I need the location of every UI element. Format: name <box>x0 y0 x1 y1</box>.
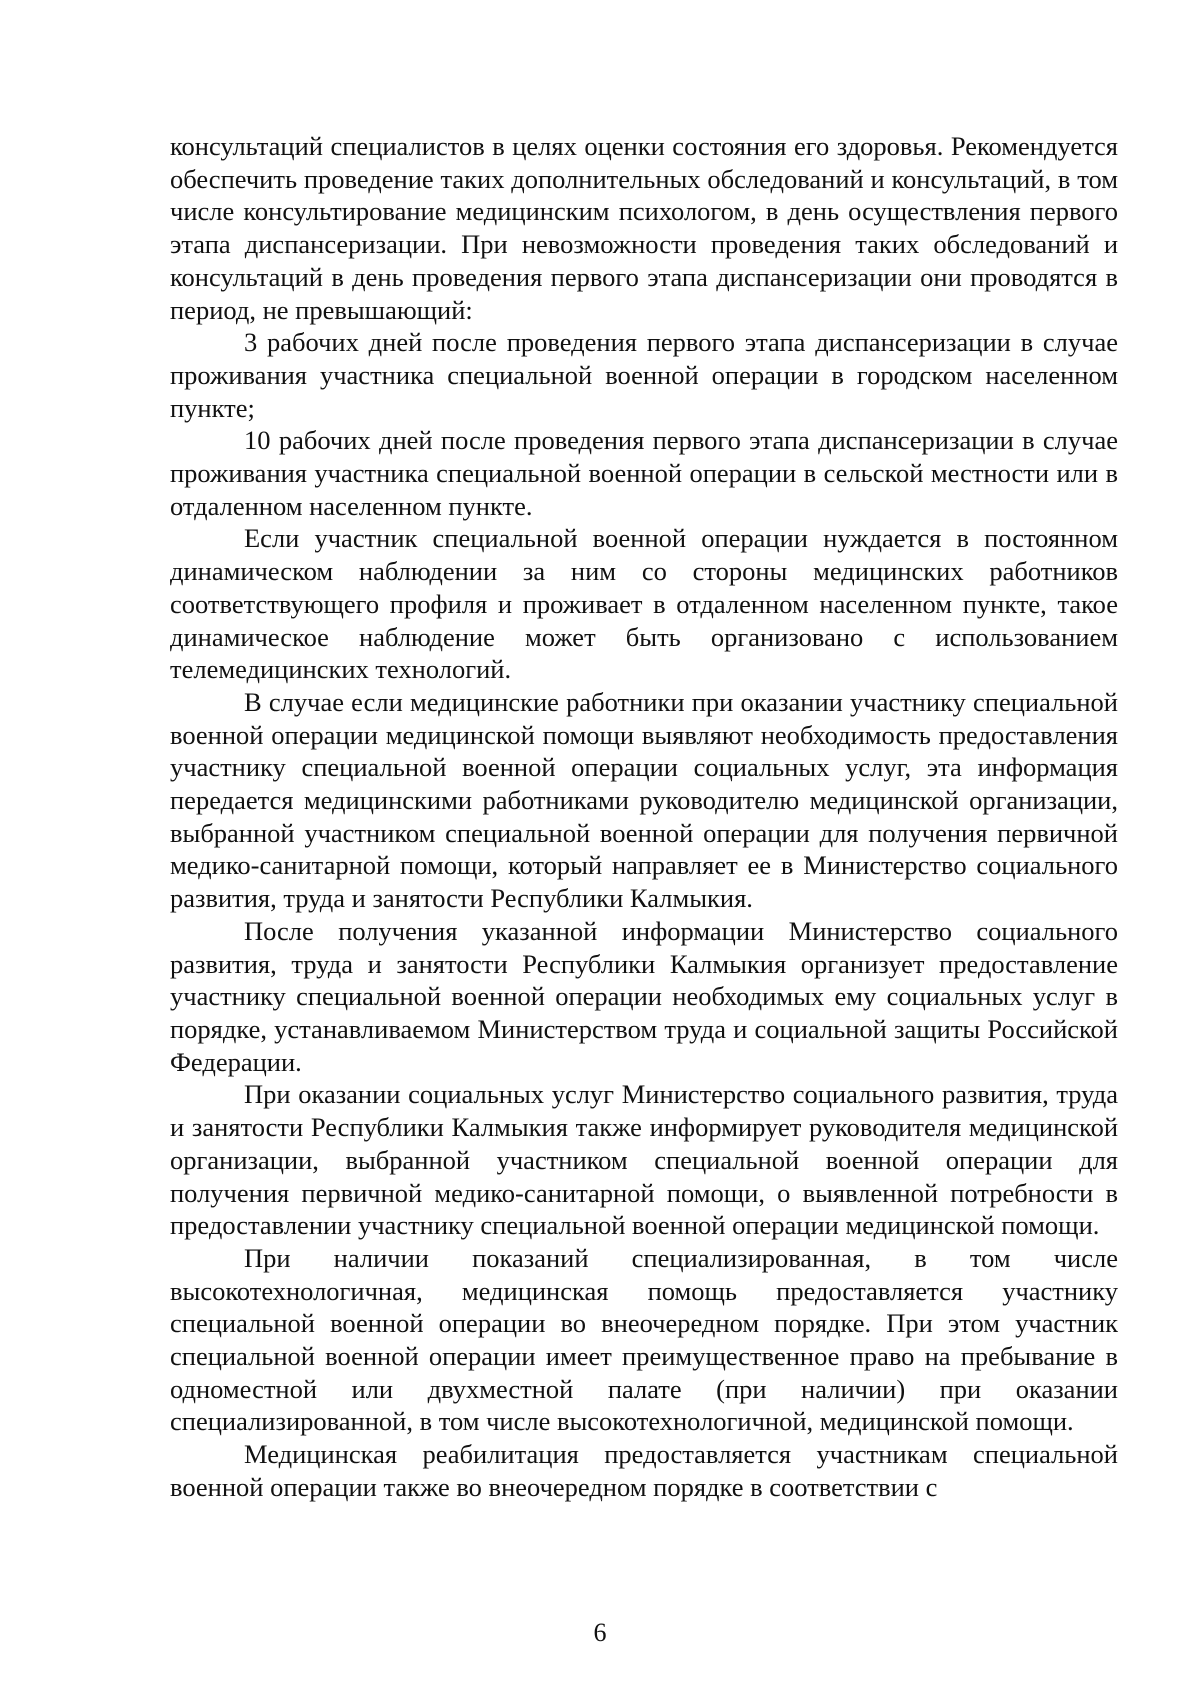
paragraph-urban-term: 3 рабочих дней после проведения первого этапа диспансеризации в случае проживания участника специальной военной операции в городском населенном пункте; <box>170 327 1118 423</box>
page-number: 6 <box>593 1618 607 1647</box>
paragraph-ministry-provision: После получения указанной информации Министерство социального развития, труда и занятости Республики Калмыкия организует предоставление участнику специальной военной операции необходимых ему социальных услуг в порядке, устанавливаемом Министерством труда и социальной защиты Российской Федерации. <box>170 915 1118 1077</box>
document-body <box>170 130 1118 1504</box>
paragraph-rural-term: 10 рабочих дней после проведения первого этапа диспансеризации в случае проживания участника специальной военной операции в сельской местности или в отдаленном населенном пункте. <box>170 425 1118 521</box>
paragraph-telemedicine: Если участник специальной военной операции нуждается в постоянном динамическом наблюдении за ним со стороны медицинских работников соответствующего профиля и проживает в отдаленном населенном пункте, такое динамическое наблюдение может быть организовано с использованием телемедицинских технологий. <box>170 523 1118 685</box>
paragraph-continuation: консультаций специалистов в целях оценки состояния его здоровья. Рекомендуется обеспечить проведение таких дополнительных обследований и консультаций, в том числе консультирование медицинским психологом, в день осуществления первого этапа диспансеризации. При невозможности проведения таких обследований и консультаций в день проведения первого этапа диспансеризации они проводятся в период, не превышающий: <box>170 131 1118 325</box>
paragraph-social-services-need: В случае если медицинские работники при оказании участнику специальной военной операции медицинской помощи выявляют необходимость предоставления участнику специальной военной операции социальных услуг, эта информация передается медицинскими работниками руководителю медицинской организации, выбранной участником специальной военной операции для получения первичной медико-санитарной помощи, который направляет ее в Министерство социального развития, труда и занятости Республики Калмыкия. <box>170 686 1118 914</box>
paragraph-specialized-care: При наличии показаний специализированная, в том числе высокотехнологичная, медицинская помощь предоставляется участнику специальной военной операции во внеочередном порядке. При этом участник специальной военной операции имеет преимущественное право на пребывание в одноместной или двухместной палате (при наличии) при оказании специализированной, в том числе высокотехнологичной, медицинской помощи. <box>170 1242 1118 1437</box>
paragraph-ministry-informs: При оказании социальных услуг Министерство социального развития, труда и занятости Республики Калмыкия также информирует руководителя медицинской организации, выбранной участником специальной военной операции для получения первичной медико-санитарной помощи, о выявленной потребности в предоставлении участнику специальной военной операции медицинской помощи. <box>170 1079 1118 1241</box>
paragraph-rehabilitation: Медицинская реабилитация предоставляется участникам специальной военной операции также во внеочередном порядке в соответствии с <box>170 1439 1118 1502</box>
